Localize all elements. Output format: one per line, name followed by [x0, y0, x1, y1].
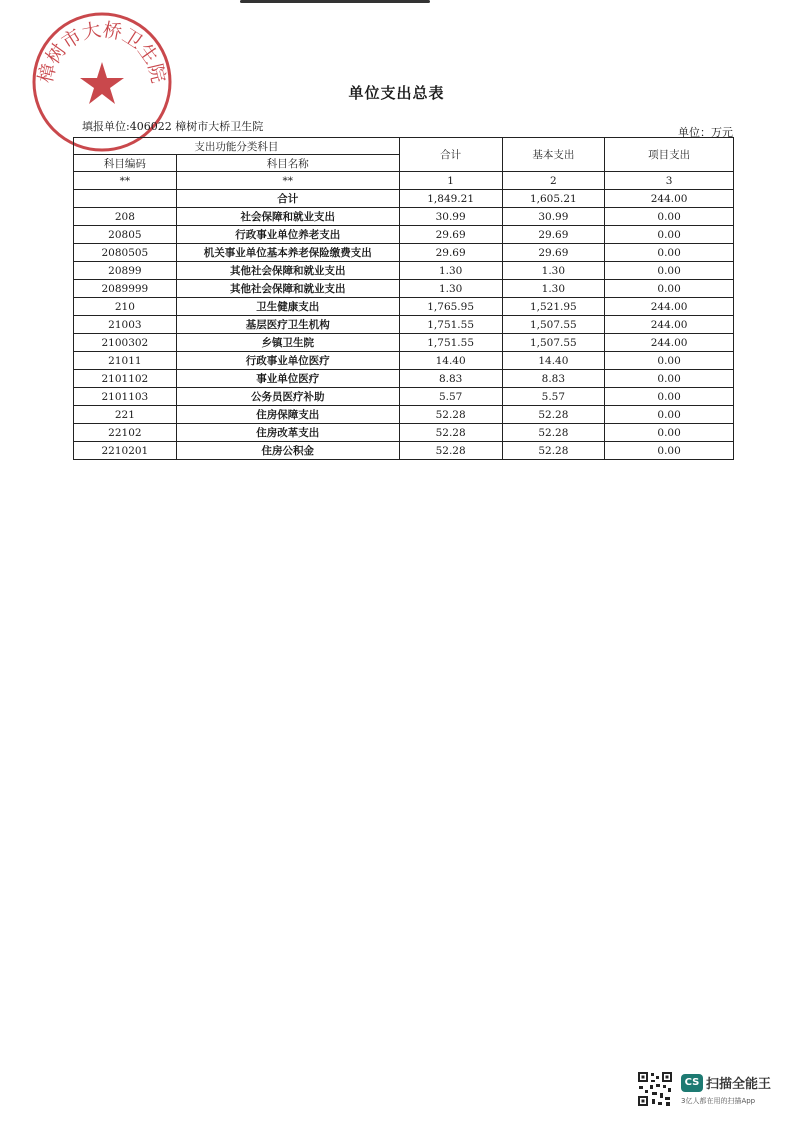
row-name: 住房公积金	[176, 442, 399, 460]
row-code: 221	[74, 406, 177, 424]
row-code: 2101103	[74, 388, 177, 406]
scanner-tagline: 3亿人都在用的扫描App	[681, 1097, 756, 1105]
row-name: 合计	[176, 190, 399, 208]
row-name: 公务员医疗补助	[176, 388, 399, 406]
index-total: 1	[399, 172, 502, 190]
table-row	[74, 442, 734, 460]
row-name: 住房改革支出	[176, 424, 399, 442]
row-total: 29.69	[399, 226, 502, 244]
table-row	[74, 406, 734, 424]
row-basic: 52.28	[502, 424, 605, 442]
row-code: 2100302	[74, 334, 177, 352]
row-name: 机关事业单位基本养老保险缴费支出	[176, 244, 399, 262]
row-basic: 1.30	[502, 262, 605, 280]
row-basic: 52.28	[502, 406, 605, 424]
table-row	[74, 226, 734, 244]
row-name: 社会保障和就业支出	[176, 208, 399, 226]
header-name: 科目名称	[176, 155, 399, 172]
index-basic: 2	[502, 172, 605, 190]
row-basic: 29.69	[502, 226, 605, 244]
header-function-category: 支出功能分类科目	[74, 138, 400, 155]
qr-code-icon	[637, 1071, 673, 1107]
row-basic: 1.30	[502, 280, 605, 298]
row-total: 1,751.55	[399, 334, 502, 352]
row-basic: 1,507.55	[502, 334, 605, 352]
table-row	[74, 334, 734, 352]
row-name: 事业单位医疗	[176, 370, 399, 388]
table-row	[74, 298, 734, 316]
row-total: 8.83	[399, 370, 502, 388]
row-project: 0.00	[605, 442, 734, 460]
row-project: 244.00	[605, 298, 734, 316]
scanner-app-name: 扫描全能王	[706, 1077, 772, 1092]
row-code	[74, 190, 177, 208]
row-project: 244.00	[605, 334, 734, 352]
row-basic: 1,605.21	[502, 190, 605, 208]
row-code: 20805	[74, 226, 177, 244]
row-basic: 14.40	[502, 352, 605, 370]
row-code: 21003	[74, 316, 177, 334]
row-project: 0.00	[605, 262, 734, 280]
currency-unit-label: 单位：万元	[678, 126, 733, 139]
row-name: 其他社会保障和就业支出	[176, 280, 399, 298]
row-project: 244.00	[605, 316, 734, 334]
scanner-logo-icon: CS	[681, 1074, 703, 1092]
svg-text:樟树市大桥卫生院: 樟树市大桥卫生院	[34, 18, 170, 86]
row-basic: 52.28	[502, 442, 605, 460]
row-total: 1,849.21	[399, 190, 502, 208]
row-basic: 5.57	[502, 388, 605, 406]
row-total: 1,751.55	[399, 316, 502, 334]
row-total: 1.30	[399, 262, 502, 280]
table-row	[74, 352, 734, 370]
row-project: 0.00	[605, 226, 734, 244]
row-project: 0.00	[605, 244, 734, 262]
scan-edge-mark	[240, 0, 430, 3]
row-name: 乡镇卫生院	[176, 334, 399, 352]
page-title: 单位支出总表	[348, 84, 445, 102]
row-name: 其他社会保障和就业支出	[176, 262, 399, 280]
index-name: **	[176, 172, 399, 190]
row-project: 0.00	[605, 280, 734, 298]
header-total: 合计	[399, 138, 502, 172]
header-code: 科目编码	[74, 155, 177, 172]
row-basic: 29.69	[502, 244, 605, 262]
row-project: 0.00	[605, 424, 734, 442]
row-basic: 1,507.55	[502, 316, 605, 334]
row-name: 基层医疗卫生机构	[176, 316, 399, 334]
row-code: 2210201	[74, 442, 177, 460]
row-project: 0.00	[605, 406, 734, 424]
row-total: 14.40	[399, 352, 502, 370]
row-code: 20899	[74, 262, 177, 280]
table-row	[74, 424, 734, 442]
row-basic: 30.99	[502, 208, 605, 226]
row-basic: 8.83	[502, 370, 605, 388]
table-header-row	[74, 138, 734, 155]
row-code: 2080505	[74, 244, 177, 262]
row-total: 1,765.95	[399, 298, 502, 316]
row-project: 0.00	[605, 388, 734, 406]
table-row	[74, 316, 734, 334]
row-name: 卫生健康支出	[176, 298, 399, 316]
row-basic: 1,521.95	[502, 298, 605, 316]
index-project: 3	[605, 172, 734, 190]
filling-unit-label: 填报单位:406022 樟树市大桥卫生院	[82, 120, 264, 133]
table-row	[74, 208, 734, 226]
row-total: 1.30	[399, 280, 502, 298]
row-project: 0.00	[605, 352, 734, 370]
row-code: 208	[74, 208, 177, 226]
row-project: 244.00	[605, 190, 734, 208]
row-code: 21011	[74, 352, 177, 370]
row-code: 2089999	[74, 280, 177, 298]
row-total: 29.69	[399, 244, 502, 262]
row-name: 行政事业单位养老支出	[176, 226, 399, 244]
row-total: 52.28	[399, 424, 502, 442]
table-row	[74, 280, 734, 298]
index-code: **	[74, 172, 177, 190]
row-project: 0.00	[605, 208, 734, 226]
row-project: 0.00	[605, 370, 734, 388]
row-total: 30.99	[399, 208, 502, 226]
header-project: 项目支出	[605, 138, 734, 172]
table-row	[74, 244, 734, 262]
table-row	[74, 388, 734, 406]
row-code: 210	[74, 298, 177, 316]
table-row	[74, 370, 734, 388]
index-row	[74, 172, 734, 190]
row-name: 住房保障支出	[176, 406, 399, 424]
table-row	[74, 190, 734, 208]
row-total: 52.28	[399, 442, 502, 460]
row-code: 2101102	[74, 370, 177, 388]
expenditure-summary-table	[73, 137, 734, 460]
row-code: 22102	[74, 424, 177, 442]
header-basic: 基本支出	[502, 138, 605, 172]
table-row	[74, 262, 734, 280]
row-total: 5.57	[399, 388, 502, 406]
row-name: 行政事业单位医疗	[176, 352, 399, 370]
row-total: 52.28	[399, 406, 502, 424]
